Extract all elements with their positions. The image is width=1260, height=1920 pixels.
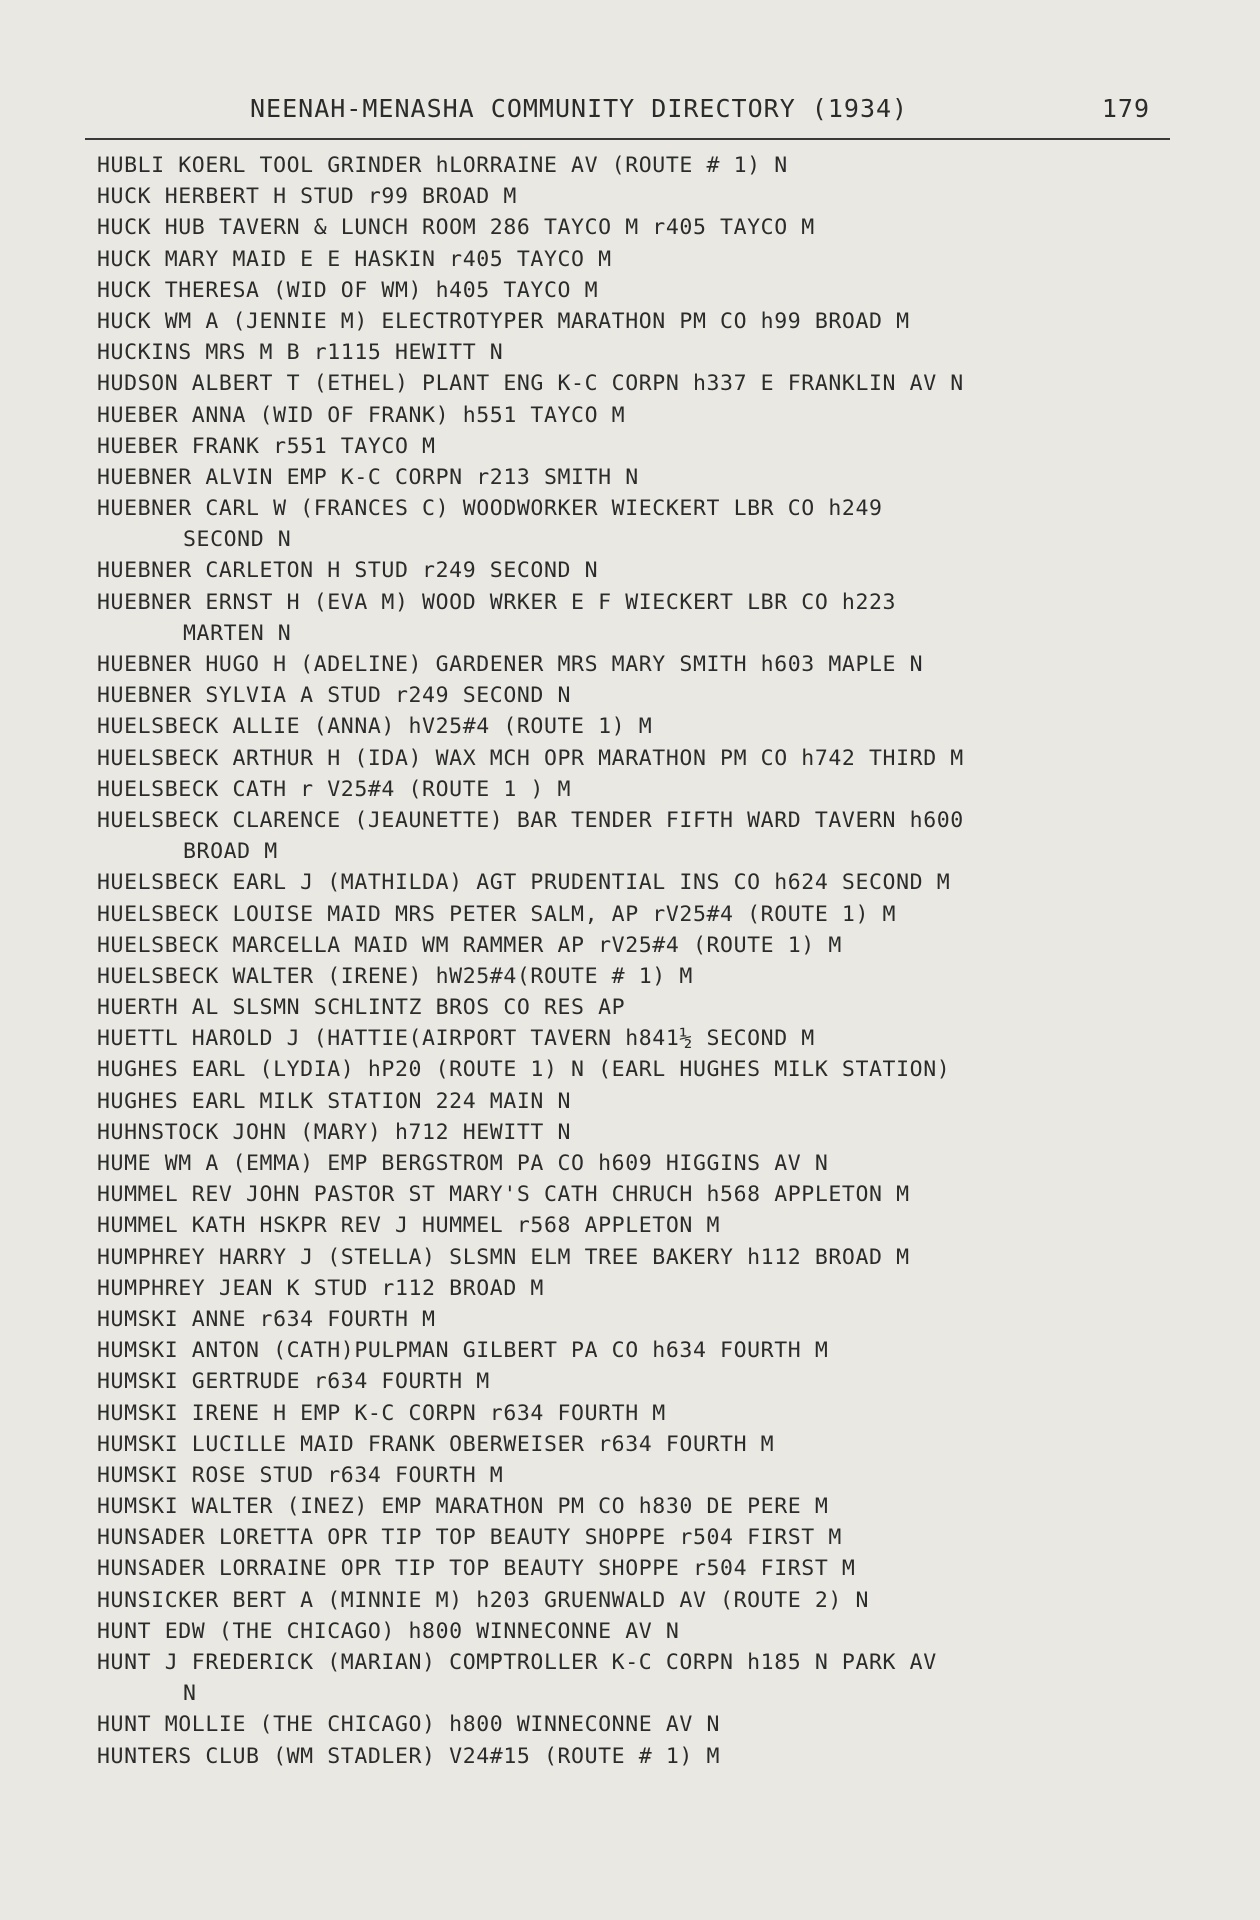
directory-entry-continuation: BROAD M — [183, 839, 278, 865]
directory-entry: HUHNSTOCK JOHN (MARY) h712 HEWITT N — [97, 1119, 572, 1145]
directory-entry: HUMPHREY JEAN K STUD r112 BROAD M — [97, 1275, 544, 1301]
directory-entry: HUNT EDW (THE CHICAGO) h800 WINNECONNE AV N — [97, 1618, 680, 1644]
directory-entry: HUMMEL REV JOHN PASTOR ST MARY'S CATH CHRUCH h568 APPLETON M — [97, 1182, 910, 1208]
directory-entry: HUNT MOLLIE (THE CHICAGO) h800 WINNECONNE AV N — [97, 1712, 721, 1738]
directory-entry: HUDSON ALBERT T (ETHEL) PLANT ENG K-C CORPN h337 E FRANKLIN AV N — [97, 371, 964, 397]
directory-entry: HUELSBECK CLARENCE (JEAUNETTE) BAR TENDER FIFTH WARD TAVERN h600 — [97, 807, 964, 833]
directory-entry: HUEBNER HUGO H (ADELINE) GARDENER MRS MARY SMITH h603 MAPLE N — [97, 652, 924, 677]
directory-entry: HUMSKI GERTRUDE r634 FOURTH M — [97, 1369, 490, 1395]
directory-entry: HUGHES EARL (LYDIA) hP20 (ROUTE 1) N (EARL HUGHES MILK STATION) — [97, 1057, 951, 1083]
directory-entry: HUMMEL KATH HSKPR REV J HUMMEL r568 APPLETON M — [97, 1213, 721, 1239]
directory-entry: HUEBNER SYLVIA A STUD r249 SECOND N — [97, 683, 572, 709]
directory-entry: HUCK MARY MAID E E HASKIN r405 TAYCO M — [97, 246, 612, 272]
directory-entries — [97, 150, 1217, 1772]
directory-entry: HUELSBECK ALLIE (ANNA) hV25#4 (ROUTE 1) M — [97, 714, 653, 740]
directory-entry: HUMSKI IRENE H EMP K-C CORPN r634 FOURTH M — [97, 1400, 666, 1426]
page-header — [250, 94, 1150, 130]
directory-entry: HUEBNER CARL W (FRANCES C) WOODWORKER WIECKERT LBR CO h249 — [97, 496, 883, 522]
directory-entry: HUNSICKER BERT A (MINNIE M) h203 GRUENWALD AV (ROUTE 2) N — [97, 1587, 870, 1613]
directory-title: NEENAH-MENASHA COMMUNITY DIRECTORY (1934) — [250, 94, 909, 123]
directory-entry: HUCK HUB TAVERN & LUNCH ROOM 286 TAYCO M r405 TAYCO M — [97, 215, 815, 241]
directory-entry: HUELSBECK MARCELLA MAID WM RAMMER AP rV25#4 (ROUTE 1) M — [97, 932, 842, 958]
page-number: 179 — [1101, 94, 1150, 123]
directory-entry: HUNSADER LORRAINE OPR TIP TOP BEAUTY SHOPPE r504 FIRST M — [97, 1556, 856, 1582]
directory-entry: HUME WM A (EMMA) EMP BERGSTROM PA CO h609 HIGGINS AV N — [97, 1151, 829, 1176]
directory-entry: HUELSBECK WALTER (IRENE) hW25#4(ROUTE # 1) M — [97, 963, 693, 989]
directory-entry: HUMSKI LUCILLE MAID FRANK OBERWEISER r634 FOURTH M — [97, 1431, 775, 1457]
directory-entry: HUEBNER ERNST H (EVA M) WOOD WRKER E F WIECKERT LBR CO h223 — [97, 589, 897, 615]
directory-entry: HUELSBECK CATH r V25#4 (ROUTE 1 ) M — [97, 776, 572, 802]
directory-entry: HUEBNER ALVIN EMP K-C CORPN r213 SMITH N — [97, 464, 639, 490]
directory-entry: HUMSKI WALTER (INEZ) EMP MARATHON PM CO h830 DE PERE M — [97, 1494, 829, 1520]
directory-entry: HUCK WM A (JENNIE M) ELECTROTYPER MARATHON PM CO h99 BROAD M — [97, 308, 910, 334]
directory-entry: HUELSBECK ARTHUR H (IDA) WAX MCH OPR MARATHON PM CO h742 THIRD M — [97, 745, 964, 771]
directory-entry: HUGHES EARL MILK STATION 224 MAIN N — [97, 1088, 572, 1114]
directory-entry-continuation: MARTEN N — [183, 620, 292, 646]
directory-entry: HUEBER ANNA (WID OF FRANK) h551 TAYCO M — [97, 402, 626, 428]
directory-entry: HUELSBECK EARL J (MATHILDA) AGT PRUDENTIAL INS CO h624 SECOND M — [97, 870, 951, 896]
directory-entry: HUMSKI ANTON (CATH)PULPMAN GILBERT PA CO h634 FOURTH M — [97, 1338, 829, 1364]
directory-entry: HUELSBECK LOUISE MAID MRS PETER SALM, AP rV25#4 (ROUTE 1) M — [97, 901, 897, 927]
directory-entry: HUNTERS CLUB (WM STADLER) V24#15 (ROUTE # 1) M — [97, 1743, 721, 1769]
header-rule — [85, 138, 1170, 140]
directory-entry: HUERTH AL SLSMN SCHLINTZ BROS CO RES AP — [97, 995, 626, 1021]
directory-entry-continuation: SECOND N — [183, 527, 292, 553]
directory-entry: HUNT J FREDERICK (MARIAN) COMPTROLLER K-C CORPN h185 N PARK AV — [97, 1650, 937, 1675]
directory-entry: HUCKINS MRS M B r1115 HEWITT N — [97, 340, 504, 366]
directory-entry: HUETTL HAROLD J (HATTIE(AIRPORT TAVERN h841½ SECOND M — [97, 1026, 815, 1052]
directory-entry: HUMSKI ROSE STUD r634 FOURTH M — [97, 1462, 504, 1488]
directory-entry: HUNSADER LORETTA OPR TIP TOP BEAUTY SHOPPE r504 FIRST M — [97, 1525, 842, 1551]
directory-entry: HUCK HERBERT H STUD r99 BROAD M — [97, 184, 517, 210]
directory-entry: HUMPHREY HARRY J (STELLA) SLSMN ELM TREE BAKERY h112 BROAD M — [97, 1244, 910, 1270]
directory-entry: HUEBER FRANK r551 TAYCO M — [97, 433, 436, 459]
directory-entry: HUEBNER CARLETON H STUD r249 SECOND N — [97, 558, 599, 584]
directory-entry-continuation: N — [183, 1681, 197, 1707]
directory-entry: HUBLI KOERL TOOL GRINDER hLORRAINE AV (ROUTE # 1) N — [97, 153, 788, 178]
directory-entry: HUMSKI ANNE r634 FOURTH M — [97, 1306, 436, 1332]
directory-entry: HUCK THERESA (WID OF WM) h405 TAYCO M — [97, 277, 599, 303]
